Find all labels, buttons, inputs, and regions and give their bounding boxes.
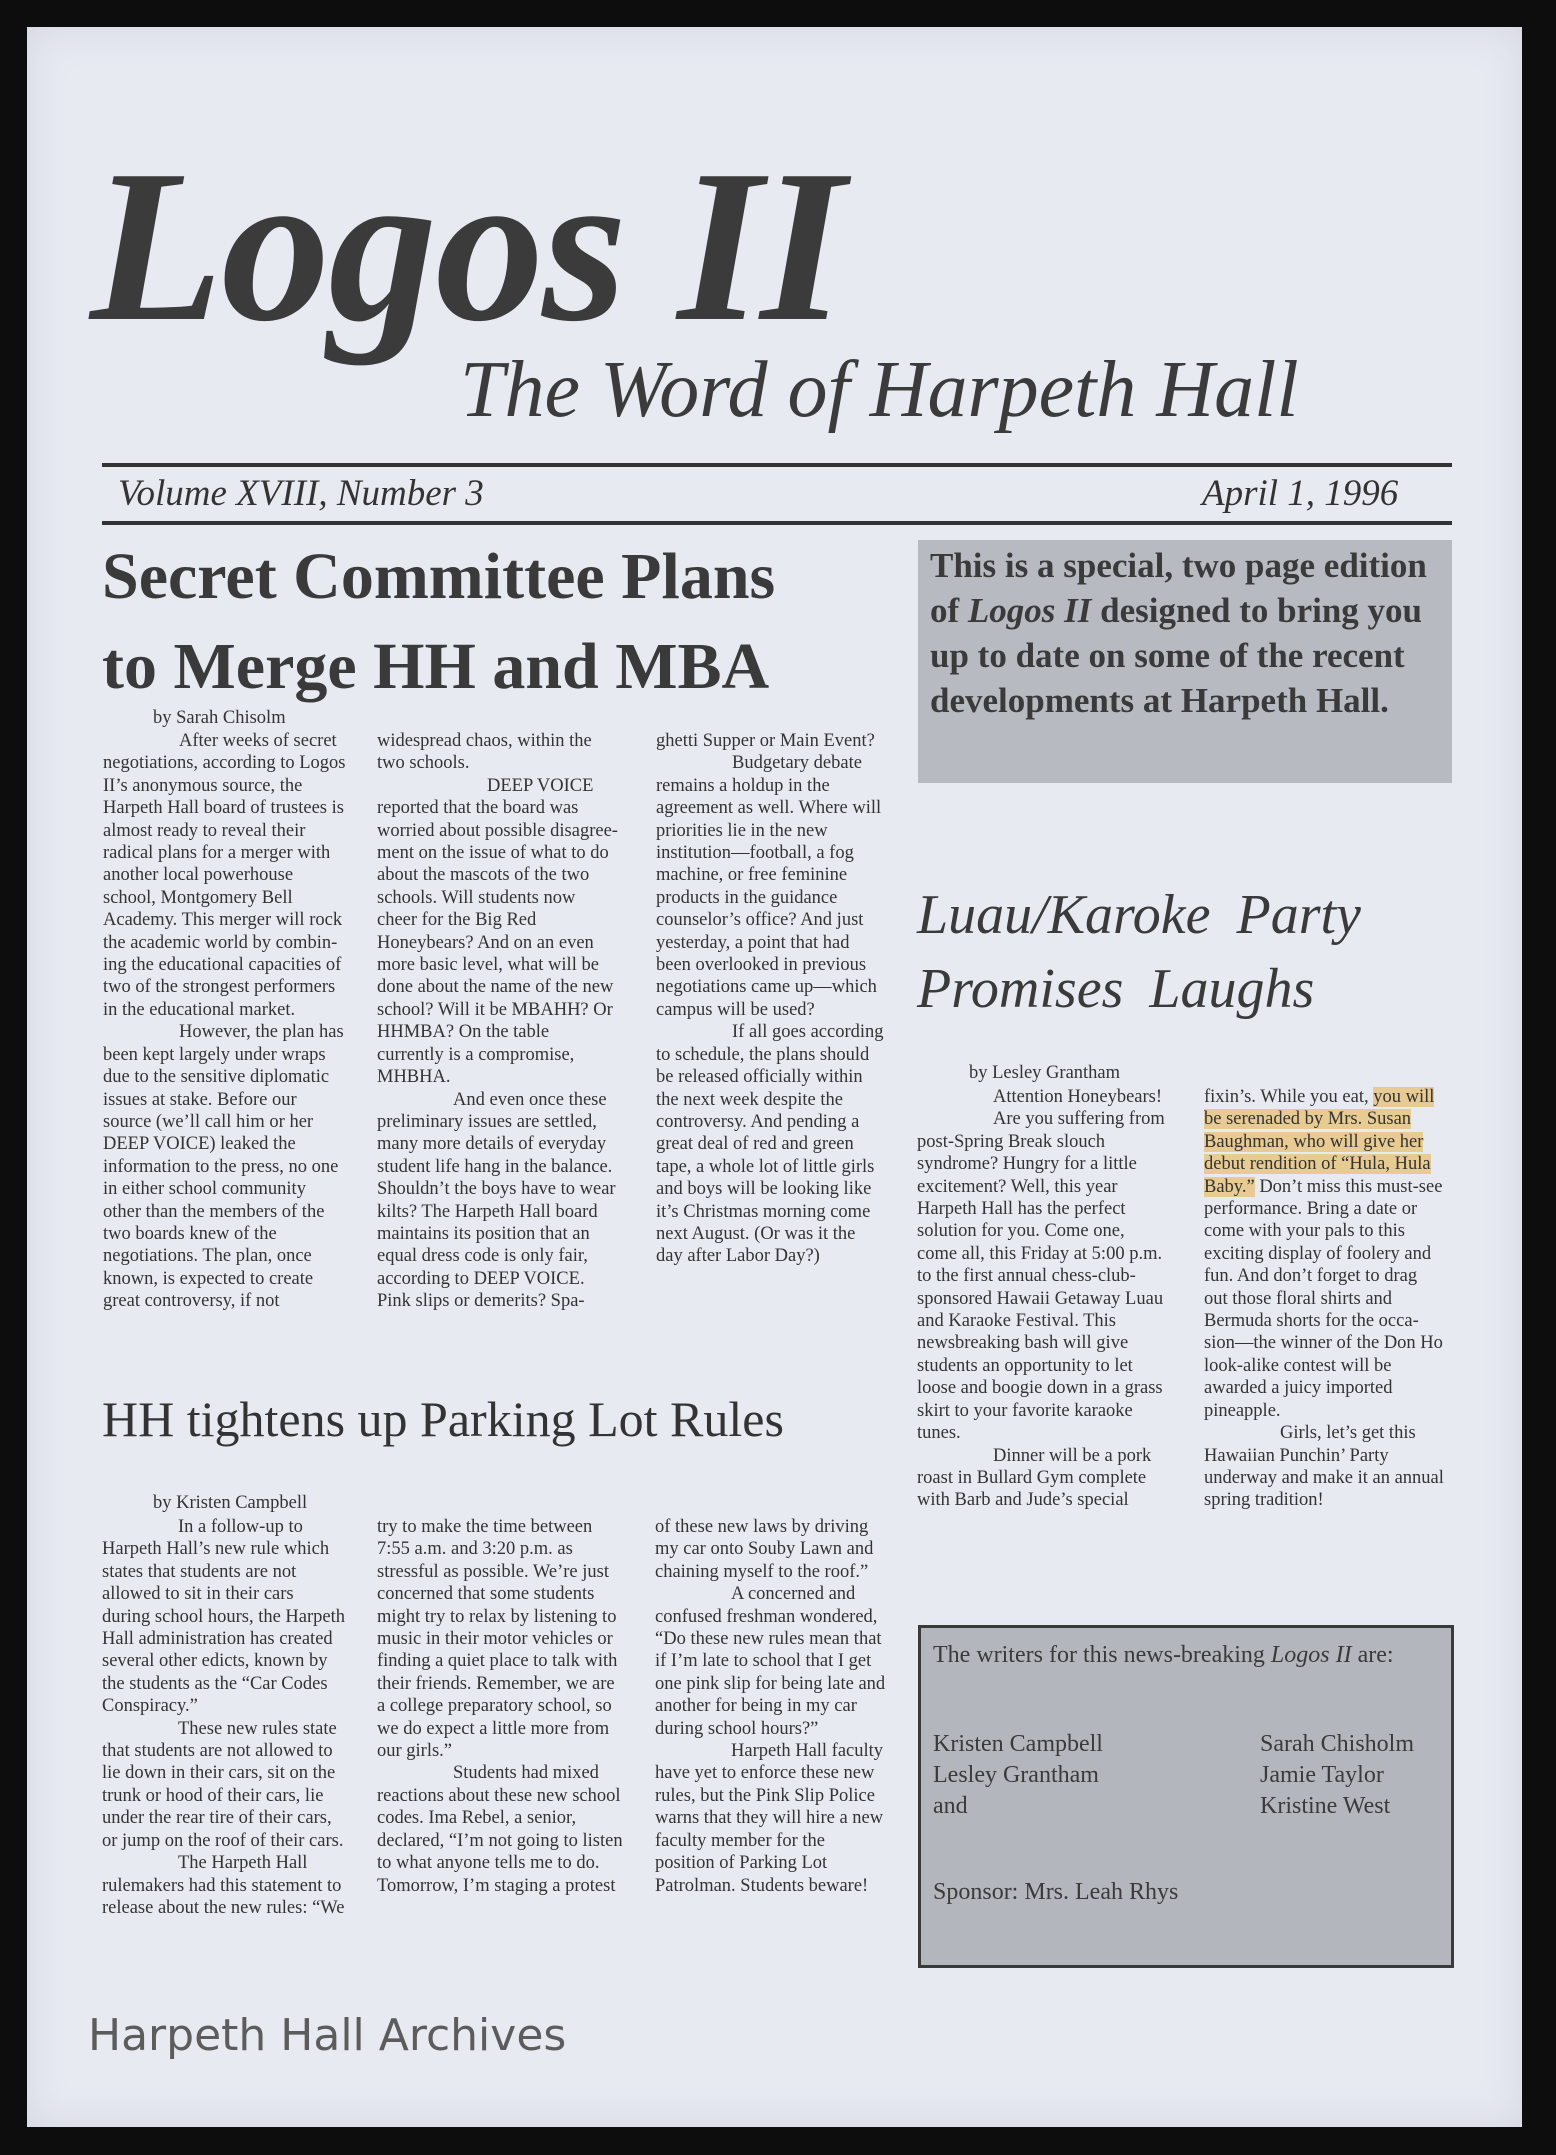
text-line: Hawaiian Punchin’ Party bbox=[1204, 1445, 1389, 1466]
merge-headline-line1: Secret Committee Plans bbox=[102, 540, 776, 613]
text-line: schools. Will students now bbox=[377, 887, 576, 908]
text-line: two schools. bbox=[377, 753, 470, 774]
text-line: skirt to your favorite karaoke bbox=[917, 1400, 1133, 1421]
text-line: under the rear tire of their cars, bbox=[102, 1808, 332, 1829]
masthead-title: Logos II bbox=[90, 126, 844, 367]
text-line: yesterday, a point that had bbox=[656, 932, 850, 953]
text-line: Tomorrow, I’m staging a protest bbox=[377, 1875, 616, 1896]
text-line: Harpeth Hall’s new rule which bbox=[102, 1539, 330, 1560]
text-line: that students are not allowed to bbox=[102, 1741, 333, 1762]
text-line: exciting display of foolery and bbox=[1204, 1243, 1432, 1264]
text-line: source (we’ll call him or her bbox=[103, 1111, 314, 1132]
text-line: loose and boogie down in a grass bbox=[917, 1378, 1163, 1399]
parking-headline: HH tightens up Parking Lot Rules bbox=[102, 1391, 784, 1447]
text-line: stressful as possible. We’re just bbox=[377, 1561, 609, 1582]
text-line: due to the sensitive diplomatic bbox=[103, 1067, 330, 1088]
text-line: ment on the issue of what to do bbox=[377, 843, 609, 864]
text-line: In a follow-up to bbox=[178, 1517, 303, 1537]
text-line: maintains its position that an bbox=[377, 1223, 590, 1244]
text-line: during school hours, the Harpeth bbox=[102, 1606, 346, 1627]
masthead-subtitle: The Word of Harpeth Hall bbox=[460, 346, 1299, 434]
text-line: trunk or hood of their cars, lie bbox=[102, 1785, 324, 1806]
issue-date: April 1, 1996 bbox=[1202, 473, 1399, 514]
text-line: tape, a whole lot of little girls bbox=[656, 1156, 875, 1177]
text-line: reactions about these new school bbox=[377, 1785, 621, 1806]
text-line: school? Will it be MBAHH? Or bbox=[377, 999, 613, 1020]
luau-col2-line1 bbox=[1204, 1086, 1472, 1108]
text-line: negotiations. The plan, once bbox=[103, 1246, 312, 1267]
text-line: done about the name of the new bbox=[377, 977, 614, 998]
text-line: After weeks of secret bbox=[179, 731, 337, 751]
text-line: it’s Christmas morning come bbox=[656, 1201, 871, 1222]
text-line: Harpeth Hall has the perfect bbox=[917, 1199, 1126, 1220]
text-line: been overlooked in previous bbox=[656, 955, 867, 976]
text-line: MHBHA. bbox=[377, 1067, 451, 1088]
text-line: counselor’s office? And just bbox=[656, 910, 864, 931]
text-line: look-alike contest will be bbox=[1204, 1355, 1392, 1376]
text-line: to the first annual chess-club- bbox=[917, 1266, 1136, 1287]
text-line: These new rules state bbox=[178, 1718, 337, 1739]
merge-byline: by Sarah Chisolm bbox=[153, 708, 286, 728]
text-line: rulemakers had this statement to bbox=[102, 1875, 342, 1896]
text-line: have yet to enforce these new bbox=[655, 1763, 875, 1784]
text-line: post-Spring Break slouch bbox=[917, 1131, 1106, 1152]
luau-col2-line1-a: fixin’s. While you eat, bbox=[1204, 1087, 1374, 1107]
writers-left-list bbox=[933, 1729, 1103, 1822]
text-line: Shouldn’t the boys have to wear bbox=[377, 1179, 616, 1200]
text-line: more basic level, what will be bbox=[377, 955, 599, 976]
text-line: great deal of red and green bbox=[656, 1134, 854, 1155]
text-line: out those floral shirts and bbox=[1204, 1288, 1393, 1309]
text-line: according to DEEP VOICE. bbox=[377, 1268, 585, 1289]
special-edition-text bbox=[930, 543, 1450, 723]
highlighted-text: debut rendition of “Hula, Hula bbox=[1204, 1154, 1431, 1175]
text-line: sion—the winner of the Don Ho bbox=[1204, 1333, 1443, 1354]
text-line: worried about possible disagree- bbox=[377, 820, 618, 841]
text-line: newsbreaking bash will give bbox=[917, 1333, 1129, 1354]
text-line: A concerned and bbox=[731, 1584, 856, 1605]
text-line: of these new laws by driving bbox=[655, 1517, 869, 1537]
writers-intro-italic: Logos II bbox=[1270, 1642, 1352, 1668]
luau-col2-line5 bbox=[1204, 1176, 1472, 1198]
writers-right-list bbox=[1260, 1729, 1414, 1822]
text-line: rules, but the Pink Slip Police bbox=[655, 1785, 875, 1806]
parking-byline: by Kristen Campbell bbox=[153, 1493, 308, 1513]
text-line: Pink slips or demerits? Spa- bbox=[377, 1291, 585, 1312]
luau-headline-line2: Promises Laughs bbox=[917, 958, 1315, 1020]
text-line: student life hang in the balance. bbox=[377, 1156, 613, 1177]
text-line: currently is a compromise, bbox=[377, 1044, 575, 1065]
text-line: music in their motor vehicles or bbox=[377, 1629, 613, 1650]
text-line: or jump on the roof of their cars. bbox=[102, 1830, 344, 1851]
masthead-rule-top bbox=[102, 463, 1452, 467]
text-line: HHMBA? On the table bbox=[377, 1022, 550, 1043]
text-line: pineapple. bbox=[1204, 1400, 1281, 1421]
text-line: our girls.” bbox=[377, 1741, 453, 1762]
text-line: sponsored Hawaii Getaway Luau bbox=[917, 1288, 1164, 1309]
text-line: Honeybears? And on an even bbox=[377, 932, 594, 953]
text-line: ghetti Supper or Main Event? bbox=[656, 731, 875, 751]
text-line: radical plans for a merger with bbox=[103, 843, 331, 864]
text-line: my car onto Souby Lawn and bbox=[655, 1539, 874, 1560]
text-line: widespread chaos, within the bbox=[377, 731, 592, 751]
luau-col2-line5-b: Don’t miss this must-see bbox=[1254, 1176, 1443, 1197]
text-line: remains a holdup in the bbox=[656, 775, 830, 796]
text-line: excitement? Well, this year bbox=[917, 1176, 1118, 1197]
parking-column-2 bbox=[377, 1516, 652, 1897]
text-line: we do expect a little more from bbox=[377, 1718, 610, 1739]
text-line: and boys will be looking like bbox=[656, 1179, 872, 1200]
highlighted-text: be serenaded by Mrs. Susan bbox=[1204, 1109, 1412, 1130]
writers-box bbox=[918, 1625, 1454, 1968]
text-line: lie down in their cars, sit on the bbox=[102, 1763, 336, 1784]
text-line: 7:55 a.m. and 3:20 p.m. as bbox=[377, 1539, 573, 1560]
luau-headline bbox=[917, 878, 1457, 1026]
text-line: reported that the board was bbox=[377, 798, 579, 819]
text-line: negotiations came up—which bbox=[656, 977, 877, 998]
volume-number: Volume XVIII, Number 3 bbox=[118, 473, 484, 514]
parking-column-3 bbox=[655, 1516, 930, 1897]
text-line: preliminary issues are settled, bbox=[377, 1111, 597, 1132]
text-line: states that students are not bbox=[102, 1561, 297, 1582]
special-text-b: designed to bring you up to date on some of the recent developments at Harpeth Hall. bbox=[930, 591, 1423, 720]
text-line: two boards knew of the bbox=[103, 1223, 277, 1244]
text-line: come with your pals to this bbox=[1204, 1221, 1405, 1242]
text-line: institution—football, a fog bbox=[656, 843, 854, 864]
luau-column-2-rest bbox=[1204, 1198, 1472, 1512]
text-line: allowed to sit in their cars bbox=[102, 1584, 294, 1605]
text-line: However, the plan has bbox=[179, 1022, 344, 1043]
highlighted-text: Baby.” bbox=[1204, 1176, 1255, 1197]
text-line: and Karaoke Festival. This bbox=[917, 1311, 1117, 1332]
text-line: Budgetary debate bbox=[732, 753, 862, 774]
text-line: confused freshman wondered, bbox=[655, 1606, 878, 1627]
text-line: other than the members of the bbox=[103, 1201, 325, 1222]
merge-headline bbox=[102, 532, 862, 712]
text-line: try to make the time between bbox=[377, 1517, 593, 1537]
text-line: day after Labor Day?) bbox=[656, 1246, 820, 1267]
text-line: performance. Bring a date or bbox=[1204, 1199, 1418, 1220]
highlighted-text: you will bbox=[1373, 1087, 1435, 1107]
text-line: chaining myself to the roof.” bbox=[655, 1561, 869, 1582]
text-line: almost ready to reveal their bbox=[103, 820, 306, 841]
text-line: another for being in my car bbox=[655, 1696, 857, 1717]
masthead-rule-bottom bbox=[102, 521, 1452, 525]
text-line: machine, or free feminine bbox=[656, 865, 848, 886]
text-line: priorities lie in the new bbox=[656, 820, 828, 841]
special-text-italic: Logos II bbox=[967, 591, 1092, 630]
text-line: been kept largely under wraps bbox=[103, 1044, 326, 1065]
text-line: Hall administration has created bbox=[102, 1629, 333, 1650]
text-line: several other edicts, known by bbox=[102, 1651, 328, 1672]
text-line: be released officially within bbox=[656, 1067, 863, 1088]
text-line: issues at stake. Before our bbox=[103, 1089, 297, 1110]
text-line: position of Parking Lot bbox=[655, 1853, 828, 1874]
writer-name: Kristen Campbell bbox=[933, 1731, 1103, 1757]
text-line: faculty member for the bbox=[655, 1830, 826, 1851]
luau-col2-line4 bbox=[1204, 1153, 1472, 1175]
text-line: information to the press, no one bbox=[103, 1156, 339, 1177]
luau-column-2 bbox=[1204, 1086, 1472, 1512]
text-line: to what anyone tells me to do. bbox=[377, 1853, 600, 1874]
merge-column-2 bbox=[377, 730, 647, 1313]
text-line: equal dress code is only fair, bbox=[377, 1246, 588, 1267]
text-line: DEEP VOICE bbox=[487, 775, 594, 796]
merge-column-3 bbox=[656, 730, 926, 1268]
writers-intro-b: are: bbox=[1351, 1642, 1394, 1668]
text-line: roast in Bullard Gym complete bbox=[917, 1467, 1147, 1488]
writer-name: Kristine West bbox=[1260, 1793, 1391, 1819]
sponsor-line: Sponsor: Mrs. Leah Rhys bbox=[933, 1879, 1179, 1905]
text-line: Conspiracy.” bbox=[102, 1696, 198, 1717]
text-line: school, Montgomery Bell bbox=[103, 887, 293, 908]
text-line: campus will be used? bbox=[656, 999, 815, 1020]
text-line: many more details of everyday bbox=[377, 1134, 607, 1155]
text-line: DEEP VOICE) leaked the bbox=[103, 1134, 296, 1155]
luau-col2-line2 bbox=[1204, 1108, 1472, 1130]
writer-name: Sarah Chisholm bbox=[1260, 1731, 1414, 1757]
text-line: declared, “I’m not going to listen bbox=[377, 1830, 623, 1851]
text-line: kilts? The Harpeth Hall board bbox=[377, 1201, 598, 1222]
luau-headline-line1: Luau/Karoke Party bbox=[917, 884, 1361, 946]
text-line: codes. Ima Rebel, a senior, bbox=[377, 1808, 577, 1829]
luau-column-1 bbox=[917, 1086, 1185, 1512]
text-line: negotiations, according to Logos bbox=[103, 753, 346, 774]
text-line: the students as the “Car Codes bbox=[102, 1673, 328, 1694]
luau-byline: by Lesley Grantham bbox=[969, 1063, 1121, 1083]
text-line: products in the guidance bbox=[656, 887, 838, 908]
text-line: two of the strongest performers bbox=[103, 977, 336, 998]
text-line: spring tradition! bbox=[1204, 1490, 1324, 1511]
text-line: Are you suffering from bbox=[993, 1109, 1165, 1130]
text-line: to schedule, the plans should bbox=[656, 1044, 870, 1065]
text-line: with Barb and Jude’s special bbox=[917, 1490, 1129, 1511]
text-line: a college preparatory school, so bbox=[377, 1696, 612, 1717]
text-line: Students had mixed bbox=[453, 1763, 599, 1784]
text-line: Harpeth Hall faculty bbox=[731, 1741, 884, 1762]
text-line: finding a quiet place to talk with bbox=[377, 1651, 618, 1672]
writer-name: Lesley Grantham bbox=[933, 1762, 1099, 1788]
text-line: one pink slip for being late and bbox=[655, 1673, 886, 1694]
text-line: about the mascots of the two bbox=[377, 865, 590, 886]
text-line: Girls, let’s get this bbox=[1280, 1423, 1416, 1444]
text-line: Patrolman. Students beware! bbox=[655, 1875, 869, 1896]
text-line: Academy. This merger will rock bbox=[103, 910, 343, 931]
text-line: solution for you. Come one, bbox=[917, 1221, 1125, 1242]
merge-column-1 bbox=[103, 730, 373, 1313]
writers-intro-a: The writers for this news-breaking bbox=[933, 1642, 1271, 1668]
text-line: another local powerhouse bbox=[103, 865, 294, 886]
text-line: II’s anonymous source, the bbox=[103, 775, 303, 796]
text-line: awarded a juicy imported bbox=[1204, 1378, 1393, 1399]
text-line: Bermuda shorts for the occa- bbox=[1204, 1311, 1419, 1332]
text-line: if I’m late to school that I get bbox=[655, 1651, 872, 1672]
text-line: And even once these bbox=[453, 1089, 607, 1110]
text-line: warns that they will hire a new bbox=[655, 1808, 884, 1829]
text-line: come all, this Friday at 5:00 p.m. bbox=[917, 1243, 1163, 1264]
text-line: syndrome? Hungry for a little bbox=[917, 1154, 1137, 1175]
highlighted-text: Baughman, who will give her bbox=[1204, 1131, 1424, 1152]
special-text-a: This is a special, two page edition of bbox=[930, 546, 1427, 630]
text-line: Dinner will be a pork bbox=[993, 1445, 1152, 1466]
writer-name: Jamie Taylor bbox=[1260, 1762, 1384, 1788]
text-line: students an opportunity to let bbox=[917, 1355, 1133, 1376]
text-line: release about the new rules: “We bbox=[102, 1897, 345, 1918]
archive-watermark: Harpeth Hall Archives bbox=[88, 2010, 567, 2061]
text-line: controversy. And pending a bbox=[656, 1111, 860, 1132]
text-line: great controversy, if not bbox=[103, 1291, 280, 1312]
writer-name: and bbox=[933, 1793, 968, 1819]
text-line: “Do these new rules mean that bbox=[655, 1629, 882, 1650]
text-line: fun. And don’t forget to drag bbox=[1204, 1266, 1418, 1287]
text-line: The Harpeth Hall bbox=[178, 1853, 308, 1874]
luau-col2-line3 bbox=[1204, 1131, 1472, 1153]
merge-headline-line2: to Merge HH and MBA bbox=[102, 630, 770, 703]
text-line: Attention Honeybears! bbox=[993, 1087, 1163, 1107]
text-line: their friends. Remember, we are bbox=[377, 1673, 615, 1694]
text-line: If all goes according bbox=[732, 1022, 884, 1043]
text-line: might try to relax by listening to bbox=[377, 1606, 617, 1627]
text-line: next August. (Or was it the bbox=[656, 1223, 856, 1244]
text-line: ing the educational capacities of bbox=[103, 955, 342, 976]
text-line: cheer for the Big Red bbox=[377, 910, 537, 931]
text-line: concerned that some students bbox=[377, 1584, 595, 1605]
text-line: in the educational market. bbox=[103, 999, 296, 1020]
text-line: the academic world by combin- bbox=[103, 932, 338, 953]
text-line: tunes. bbox=[917, 1423, 961, 1444]
text-line: agreement as well. Where will bbox=[656, 798, 882, 819]
writers-intro bbox=[933, 1640, 1394, 1671]
text-line: known, is expected to create bbox=[103, 1268, 314, 1289]
text-line: the next week despite the bbox=[656, 1089, 843, 1110]
text-line: during school hours?” bbox=[655, 1718, 819, 1739]
text-line: underway and make it an annual bbox=[1204, 1467, 1444, 1488]
text-line: in either school community bbox=[103, 1179, 306, 1200]
parking-column-1 bbox=[102, 1516, 377, 1919]
text-line: Harpeth Hall board of trustees is bbox=[103, 798, 344, 819]
